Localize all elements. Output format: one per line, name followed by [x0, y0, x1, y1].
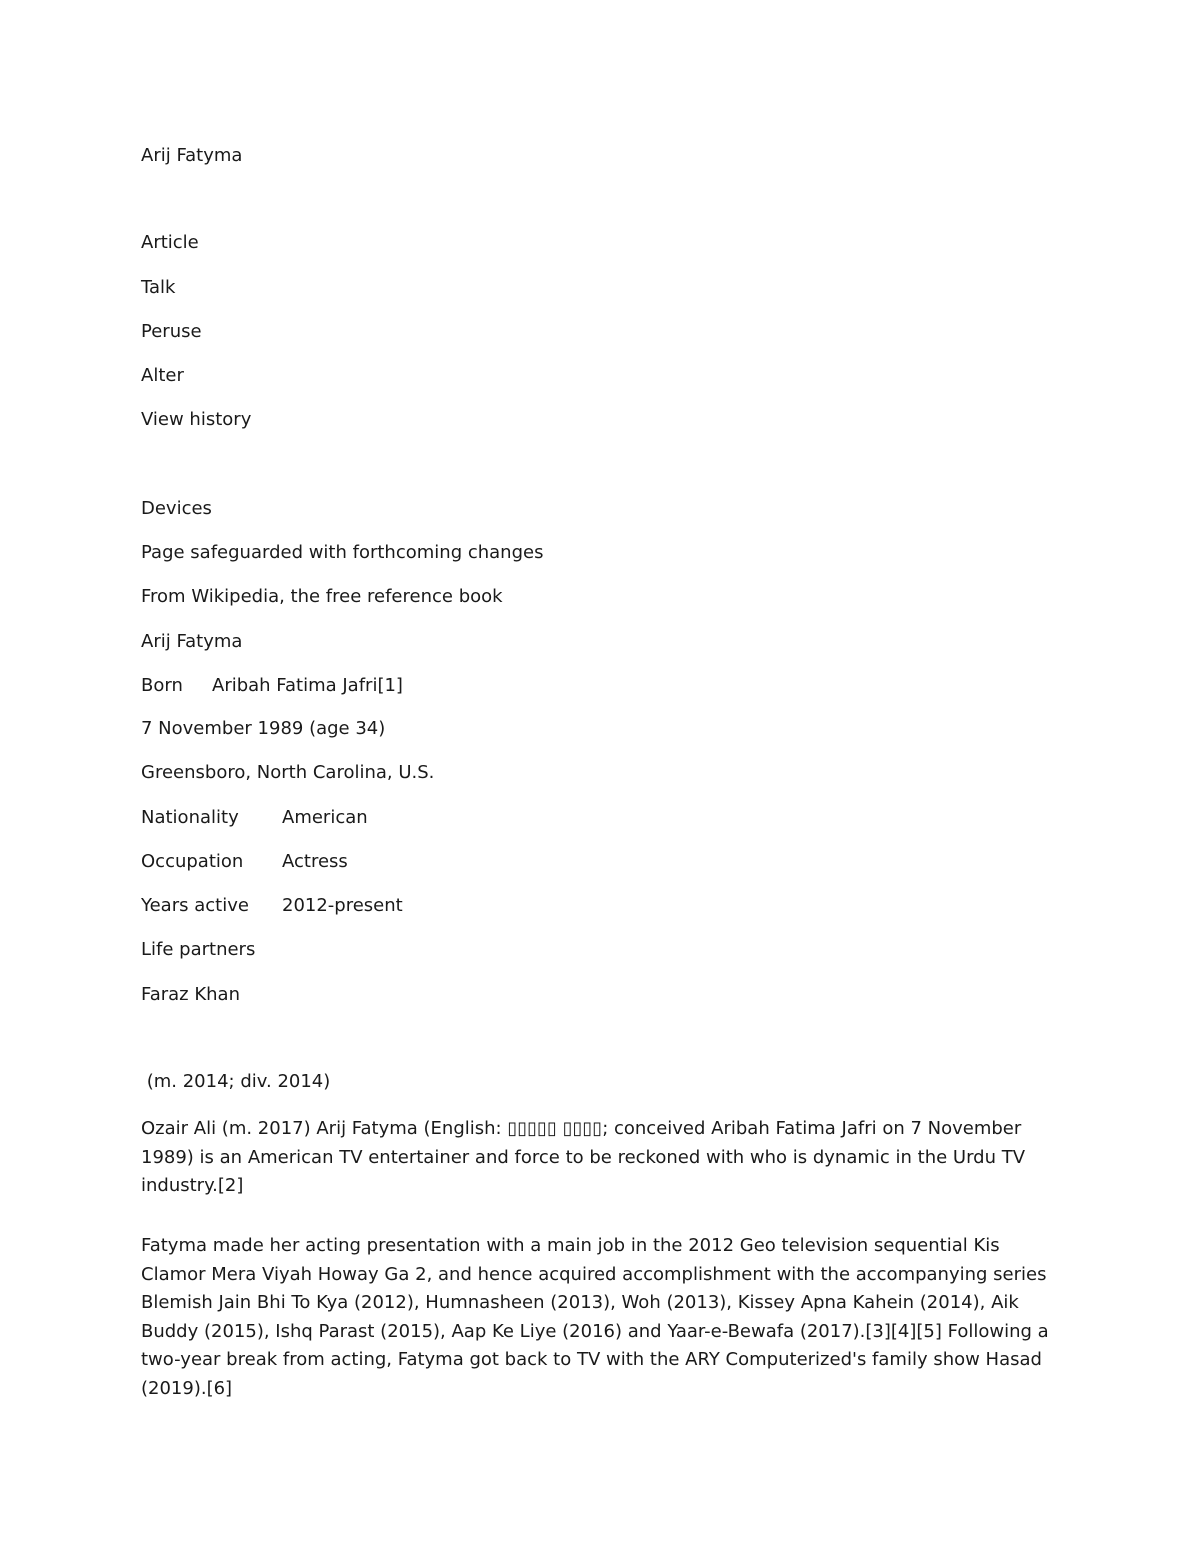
- tab-read[interactable]: Peruse: [141, 321, 202, 342]
- infobox-row-occupation: [141, 850, 348, 874]
- infobox-name: Arij Fatyma: [141, 631, 243, 652]
- page-title: Arij Fatyma: [141, 145, 243, 166]
- protection-notice: Page safeguarded with forthcoming changes: [141, 542, 544, 563]
- years-active-label: Years active: [141, 895, 249, 916]
- intro-paragraph: Ozair Ali (m. 2017) Arij Fatyma (English: ▯▯▯▯▯ ▯▯▯▯; conceived Aribah Fatima Jafri on 7 November 1989) is an American TV entertainer and force to be reckoned with who is dynamic in the Urdu TV industry.[2]: [141, 1118, 1026, 1196]
- career-paragraph: Fatyma made her acting presentation with a main job in the 2012 Geo television sequential Kis Clamor Mera Viyah Howay Ga 2, and hence acquired accomplishment with the accompanying series Blemish Jain Bhi To Kya (2012), Humnasheen (2013), Woh (2013), Kissey Apna Kahein (2014), Aik Buddy (2015), Ishq Parast (2015), Aap Ke Liye (2016) and Yaar-e-Bewafa (2017).[3][4][5] Following a two-year break from acting, Fatyma got back to TV with the ARY Computerized's family show Hasad (2019).[6]: [141, 1235, 1049, 1399]
- infobox-row-years-active: [141, 894, 403, 918]
- tab-edit[interactable]: Alter: [141, 365, 184, 386]
- born-date: 7 November 1989 (age 34): [141, 718, 386, 739]
- years-active-value: 2012-present: [282, 895, 403, 916]
- tab-talk[interactable]: Talk: [141, 277, 176, 298]
- source-line: From Wikipedia, the free reference book: [141, 586, 503, 607]
- tools-label[interactable]: Devices: [141, 498, 212, 519]
- tab-view-history[interactable]: View history: [141, 409, 252, 430]
- nationality-label: Nationality: [141, 807, 239, 828]
- nationality-value: American: [282, 807, 368, 828]
- born-value: Aribah Fatima Jafri[1]: [212, 675, 403, 696]
- tab-article[interactable]: Article: [141, 232, 199, 253]
- occupation-value: Actress: [282, 851, 348, 872]
- partner-name: Faraz Khan: [141, 984, 240, 1005]
- occupation-label: Occupation: [141, 851, 244, 872]
- infobox-row-nationality: [141, 806, 368, 830]
- born-label: Born: [141, 675, 183, 696]
- partners-label: Life partners: [141, 939, 256, 960]
- partner-dates: (m. 2014; div. 2014): [141, 1071, 331, 1092]
- born-place: Greensboro, North Carolina, U.S.: [141, 762, 435, 783]
- infobox-born-row: [141, 674, 403, 698]
